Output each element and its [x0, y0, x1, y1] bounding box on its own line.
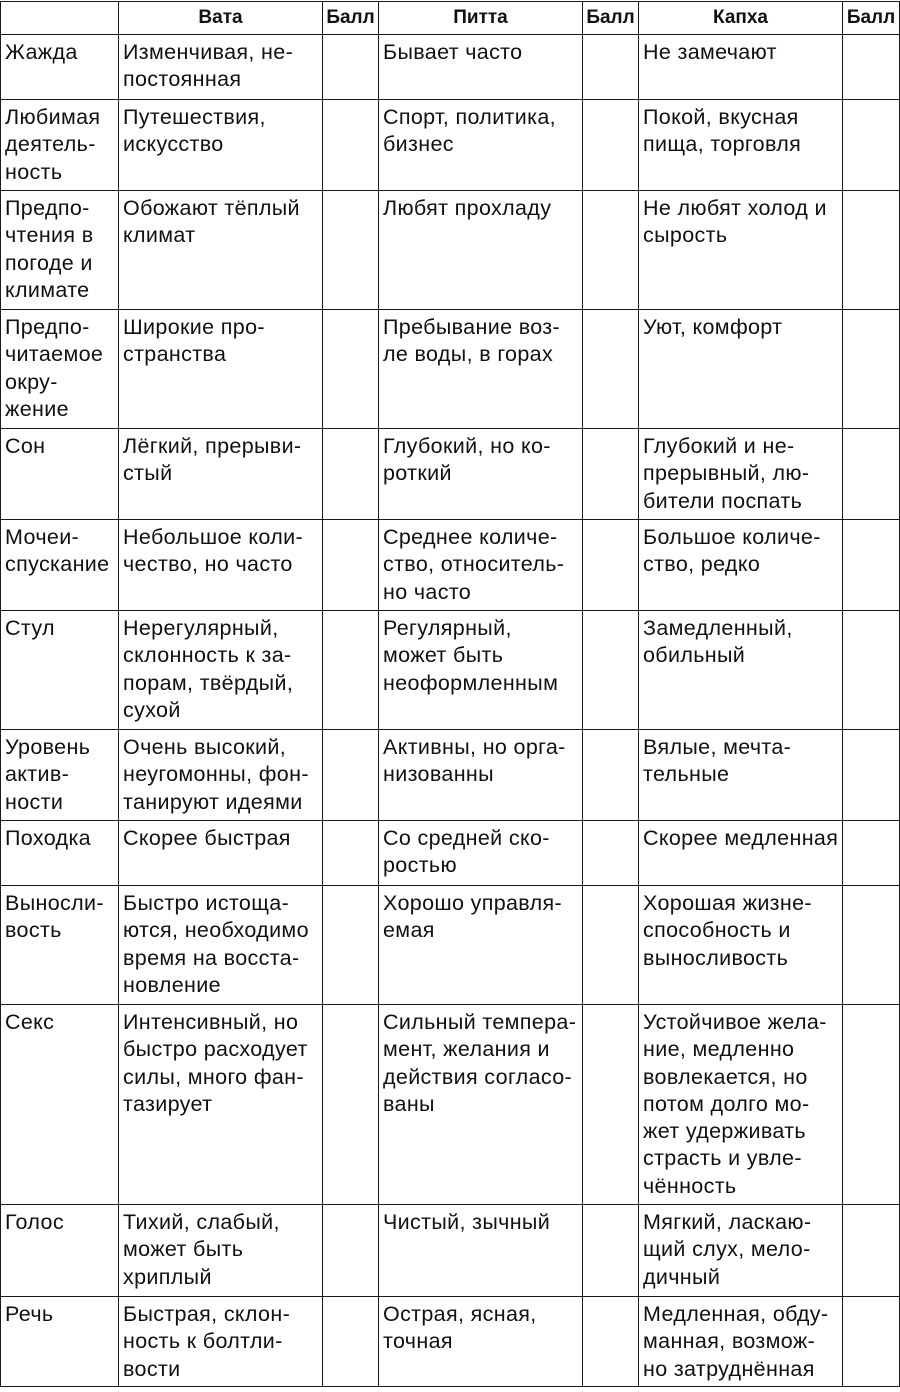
kapha-cell: Большое количе- ство, редко: [639, 520, 843, 611]
vata-cell: Небольшое коли- чество, но часто: [119, 520, 323, 611]
vata-score-cell[interactable]: [323, 1005, 379, 1205]
vata-cell: Интенсивный, но быстро расходует силы, много фан- тазирует: [119, 1005, 323, 1205]
pitta-cell: Глубокий, но ко- роткий: [379, 429, 583, 520]
kapha-score-cell[interactable]: [843, 1297, 900, 1387]
kapha-score-cell[interactable]: [843, 429, 900, 520]
row-label: Походка: [1, 821, 119, 886]
vata-cell: Очень высокий, неугомонны, фон- танируют идеями: [119, 730, 323, 821]
pitta-cell: Бывает часто: [379, 35, 583, 100]
pitta-score-cell[interactable]: [583, 429, 639, 520]
pitta-cell: Активны, но орга- низованны: [379, 730, 583, 821]
vata-score-cell[interactable]: [323, 1297, 379, 1387]
vata-score-cell[interactable]: [323, 611, 379, 730]
table-row: [1, 191, 900, 310]
pitta-cell: Регулярный, может быть неоформленным: [379, 611, 583, 730]
row-label: Голос: [1, 1205, 119, 1297]
table-row: [1, 1297, 900, 1387]
pitta-score-cell[interactable]: [583, 191, 639, 310]
pitta-cell: Пребывание воз- ле воды, в горах: [379, 310, 583, 429]
header-vata: Вата: [119, 2, 323, 35]
vata-score-cell[interactable]: [323, 1205, 379, 1297]
row-label: Любимая деятель- ность: [1, 100, 119, 191]
pitta-score-cell[interactable]: [583, 1205, 639, 1297]
kapha-cell: Не замечают: [639, 35, 843, 100]
row-label: Речь: [1, 1297, 119, 1387]
pitta-score-cell[interactable]: [583, 730, 639, 821]
pitta-score-cell[interactable]: [583, 886, 639, 1005]
table-row: [1, 100, 900, 191]
kapha-cell: Устойчивое жела- ние, медленно вовлекается, но потом долго мо- жет удерживать страсть и увле- чённость: [639, 1005, 843, 1205]
vata-cell: Широкие про- странства: [119, 310, 323, 429]
vata-cell: Быстро истоща- ются, необходимо время на восста- новление: [119, 886, 323, 1005]
kapha-score-cell[interactable]: [843, 730, 900, 821]
vata-cell: Быстрая, склон- ность к болтли- вости: [119, 1297, 323, 1387]
kapha-cell: Замедленный, обильный: [639, 611, 843, 730]
kapha-score-cell[interactable]: [843, 310, 900, 429]
row-label: Секс: [1, 1005, 119, 1205]
pitta-cell: Сильный темпера- мент, желания и действия согласо- ваны: [379, 1005, 583, 1205]
table-row: [1, 1005, 900, 1205]
pitta-score-cell[interactable]: [583, 1005, 639, 1205]
table-row: [1, 35, 900, 100]
pitta-cell: Спорт, политика, бизнес: [379, 100, 583, 191]
kapha-score-cell[interactable]: [843, 191, 900, 310]
kapha-cell: Глубокий и не- прерывный, лю- бители поспать: [639, 429, 843, 520]
vata-score-cell[interactable]: [323, 100, 379, 191]
row-label: Предпо- читаемое окру- жение: [1, 310, 119, 429]
pitta-cell: Чистый, зычный: [379, 1205, 583, 1297]
header-row: [1, 2, 900, 35]
dosha-questionnaire-table: [0, 1, 900, 1387]
pitta-score-cell[interactable]: [583, 35, 639, 100]
kapha-cell: Хорошая жизне- способность и выносливость: [639, 886, 843, 1005]
pitta-score-cell[interactable]: [583, 310, 639, 429]
pitta-score-cell[interactable]: [583, 100, 639, 191]
row-label: Мочеи- спускание: [1, 520, 119, 611]
vata-cell: Лёгкий, прерыви- стый: [119, 429, 323, 520]
table-row: [1, 310, 900, 429]
vata-score-cell[interactable]: [323, 730, 379, 821]
kapha-score-cell[interactable]: [843, 886, 900, 1005]
kapha-cell: Покой, вкусная пища, торговля: [639, 100, 843, 191]
table-row: [1, 821, 900, 886]
kapha-score-cell[interactable]: [843, 611, 900, 730]
kapha-score-cell[interactable]: [843, 821, 900, 886]
pitta-cell: Острая, ясная, точная: [379, 1297, 583, 1387]
kapha-cell: Скорее медленная: [639, 821, 843, 886]
vata-score-cell[interactable]: [323, 821, 379, 886]
kapha-cell: Медленная, обду- манная, возмож- но затруднённая: [639, 1297, 843, 1387]
pitta-cell: Со средней ско- ростью: [379, 821, 583, 886]
vata-score-cell[interactable]: [323, 310, 379, 429]
table-row: [1, 1205, 900, 1297]
vata-score-cell[interactable]: [323, 520, 379, 611]
row-label: Уровень актив- ности: [1, 730, 119, 821]
kapha-cell: Уют, комфорт: [639, 310, 843, 429]
row-label: Предпо- чтения в погоде и климате: [1, 191, 119, 310]
vata-cell: Обожают тёплый климат: [119, 191, 323, 310]
table-row: [1, 520, 900, 611]
table-row: [1, 886, 900, 1005]
vata-cell: Путешествия, искусство: [119, 100, 323, 191]
table-row: [1, 429, 900, 520]
header-score-pitta: Балл: [583, 2, 639, 35]
kapha-cell: Вялые, мечта- тельные: [639, 730, 843, 821]
vata-score-cell[interactable]: [323, 191, 379, 310]
pitta-cell: Среднее количе- ство, относитель- но часто: [379, 520, 583, 611]
row-label: Стул: [1, 611, 119, 730]
vata-cell: Изменчивая, не- постоянная: [119, 35, 323, 100]
kapha-cell: Не любят холод и сырость: [639, 191, 843, 310]
row-label: Выносли- вость: [1, 886, 119, 1005]
table-row: [1, 730, 900, 821]
row-label: Жажда: [1, 35, 119, 100]
kapha-score-cell[interactable]: [843, 100, 900, 191]
pitta-score-cell[interactable]: [583, 821, 639, 886]
header-pitta: Питта: [379, 2, 583, 35]
header-blank: [1, 2, 119, 35]
pitta-score-cell[interactable]: [583, 611, 639, 730]
pitta-score-cell[interactable]: [583, 520, 639, 611]
table-row: [1, 611, 900, 730]
kapha-score-cell[interactable]: [843, 1205, 900, 1297]
pitta-cell: Хорошо управля- емая: [379, 886, 583, 1005]
header-kapha: Капха: [639, 2, 843, 35]
vata-cell: Скорее быстрая: [119, 821, 323, 886]
kapha-score-cell[interactable]: [843, 520, 900, 611]
kapha-score-cell[interactable]: [843, 35, 900, 100]
kapha-cell: Мягкий, ласкаю- щий слух, мело- дичный: [639, 1205, 843, 1297]
header-score-kapha: Балл: [843, 2, 900, 35]
pitta-cell: Любят прохладу: [379, 191, 583, 310]
kapha-score-cell[interactable]: [843, 1005, 900, 1205]
row-label: Сон: [1, 429, 119, 520]
header-score-vata: Балл: [323, 2, 379, 35]
vata-cell: Тихий, слабый, может быть хриплый: [119, 1205, 323, 1297]
vata-score-cell[interactable]: [323, 35, 379, 100]
pitta-score-cell[interactable]: [583, 1297, 639, 1387]
vata-score-cell[interactable]: [323, 429, 379, 520]
vata-score-cell[interactable]: [323, 886, 379, 1005]
vata-cell: Нерегулярный, склонность к за- порам, твёрдый, сухой: [119, 611, 323, 730]
